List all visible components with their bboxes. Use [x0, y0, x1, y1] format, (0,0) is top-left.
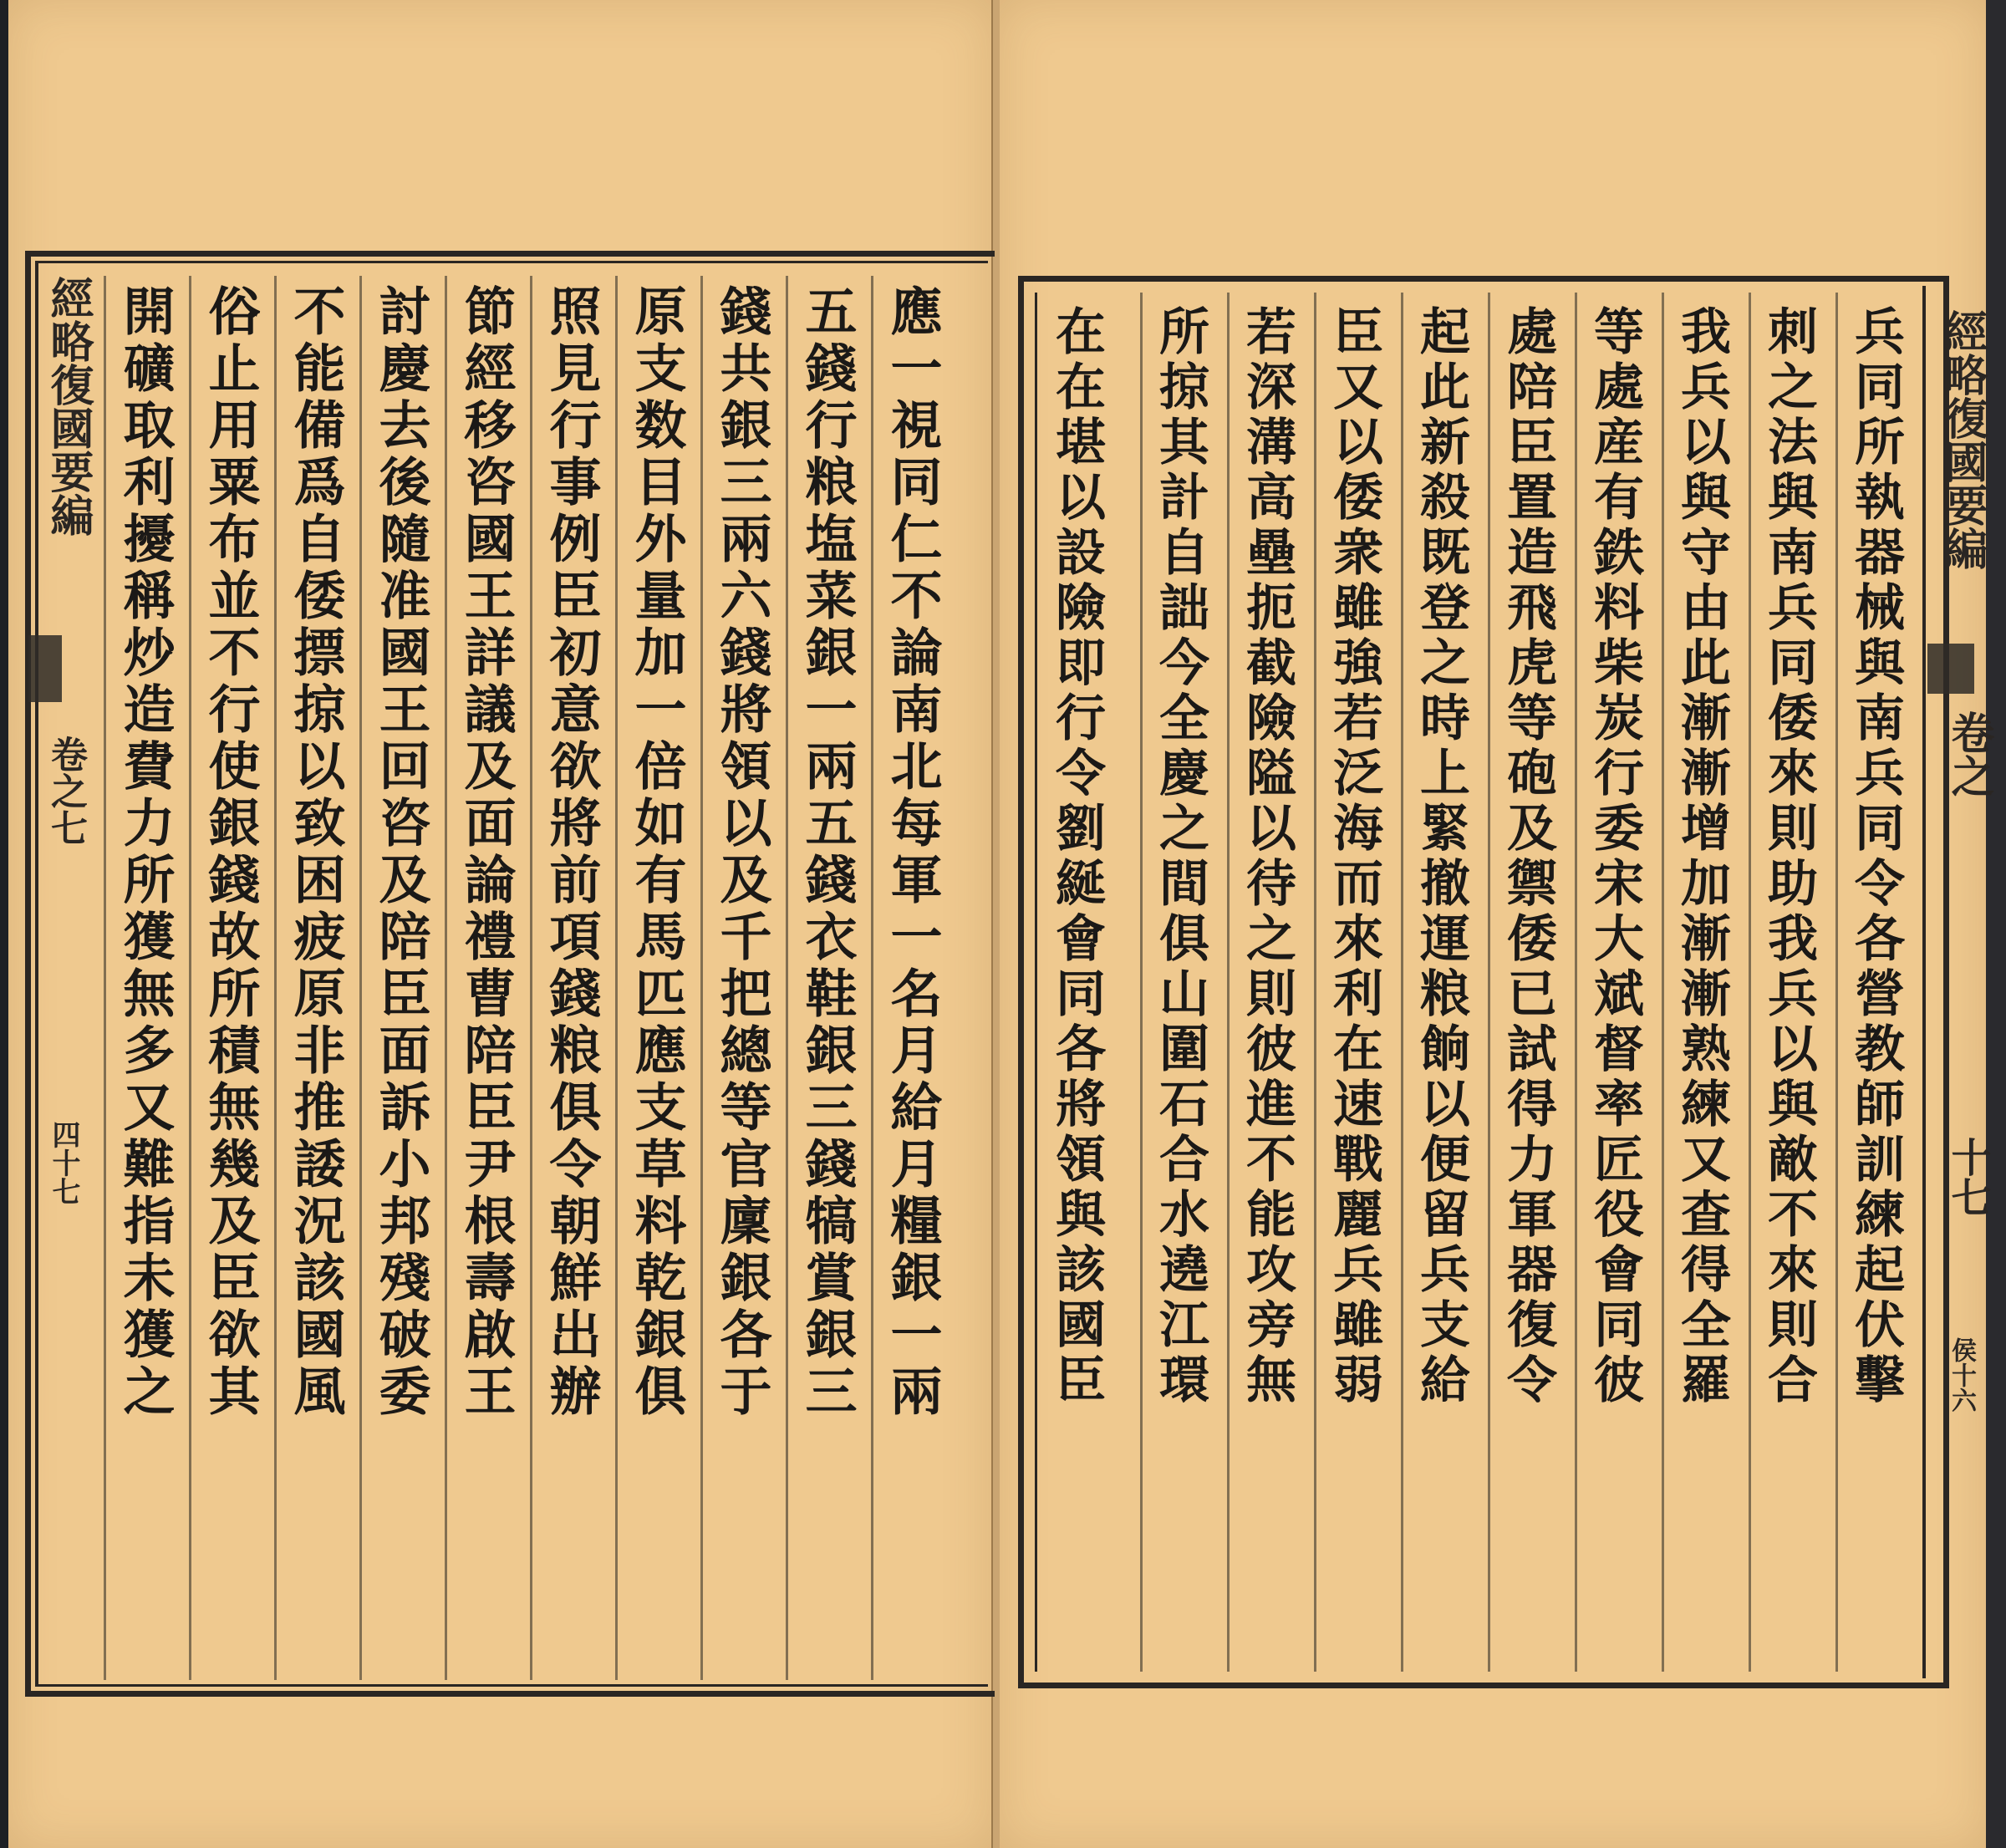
left-margin-volume: 卷之七	[44, 736, 87, 846]
column-rule	[445, 276, 447, 1680]
text-column: 照見行事例臣初意欲將前項錢粮俱令朝鮮出辦	[541, 284, 602, 1421]
column-rule	[1488, 293, 1490, 1672]
column-rule	[1227, 293, 1230, 1672]
right-margin-folio: 十七	[1944, 1137, 1991, 1217]
right-margin-title: 經略復國要編	[1937, 309, 1988, 570]
text-column: 原支数目外量加一倍如有馬匹應支草料乾銀俱	[626, 284, 687, 1421]
column-rule	[871, 276, 873, 1680]
text-column: 五錢行粮塩菜銀一兩五錢衣鞋銀三錢犒賞銀三	[797, 284, 858, 1421]
left-margin-folio: 四十七	[47, 1120, 80, 1205]
column-rule	[189, 276, 191, 1680]
right-margin-volume: 卷之	[1943, 710, 1994, 797]
text-column: 應一視同仁不論南北每軍一名月給月糧銀一兩	[882, 284, 943, 1421]
text-column: 兵同所執器械與南兵同令各營教師訓練起伏擊	[1846, 305, 1905, 1408]
left-bottom-inner-rule	[35, 1684, 988, 1687]
page-edge-shadow	[1986, 0, 2006, 1848]
text-column: 錢共銀三兩六錢將領以及千把總等官廩銀各于	[711, 284, 772, 1421]
column-rule	[1749, 293, 1751, 1672]
column-rule	[530, 276, 532, 1680]
column-rule	[104, 276, 106, 1680]
column-rule	[359, 276, 362, 1680]
right-margin-rule	[1922, 286, 1926, 1678]
fish-tail-mark	[28, 635, 62, 702]
text-column: 在在堪以設險即行令劉綖會同各將領與該國臣	[1047, 305, 1106, 1408]
column-rule	[1401, 293, 1403, 1672]
text-column: 開礦取利擾稱炒造費力所獲無多又難指未獲之	[115, 284, 176, 1421]
text-column: 我兵以與守由此漸漸增加漸漸熟練又查得全羅	[1673, 305, 1731, 1408]
column-rule	[1314, 293, 1316, 1672]
text-column: 俗止用粟布並不行使銀錢故所積無幾及臣欲其	[200, 284, 261, 1421]
column-rule	[274, 276, 277, 1680]
column-rule	[1835, 293, 1838, 1672]
column-rule	[700, 276, 703, 1680]
text-column: 若深溝高壘扼截險隘以待之則彼進不能攻旁無	[1238, 305, 1296, 1408]
column-rule	[1575, 293, 1577, 1672]
text-column: 節經移咨國王詳議及面論禮曹陪臣尹根壽啟王	[456, 284, 517, 1421]
column-rule	[786, 276, 788, 1680]
text-column: 等處産有鉄料柴炭行委宋大斌督率匠役會同彼	[1586, 305, 1644, 1408]
text-column: 不能備爲自倭摽掠以致困疲原非推諉況該國風	[285, 284, 346, 1421]
column-rule	[1140, 293, 1143, 1672]
left-top-inner-rule	[35, 261, 988, 263]
column-rule	[1662, 293, 1664, 1672]
right-inner-rule	[1035, 293, 1037, 1672]
text-column: 處陪臣置造飛虎等砲及禦倭已試得力軍器復令	[1499, 305, 1557, 1408]
fish-tail-mark	[1927, 644, 1974, 694]
text-column: 起此新殺既登之時上緊撤運粮餉以便留兵支給	[1412, 305, 1470, 1408]
left-margin-title: 經略復國要編	[43, 276, 94, 537]
text-column: 臣又以倭衆雖強若泛海而來利在速戰麗兵雖弱	[1325, 305, 1383, 1408]
text-column: 所掠其計自詘今全慶之間俱山圍石合水遶江環	[1151, 305, 1209, 1408]
text-column: 討慶去後隨准國王回咨及陪臣面訴小邦殘破委	[370, 284, 431, 1421]
column-rule	[615, 276, 618, 1680]
right-margin-note: 侯十六	[1947, 1337, 1976, 1413]
text-column: 刺之法與南兵同倭來則助我兵以與敵不來則合	[1759, 305, 1818, 1408]
